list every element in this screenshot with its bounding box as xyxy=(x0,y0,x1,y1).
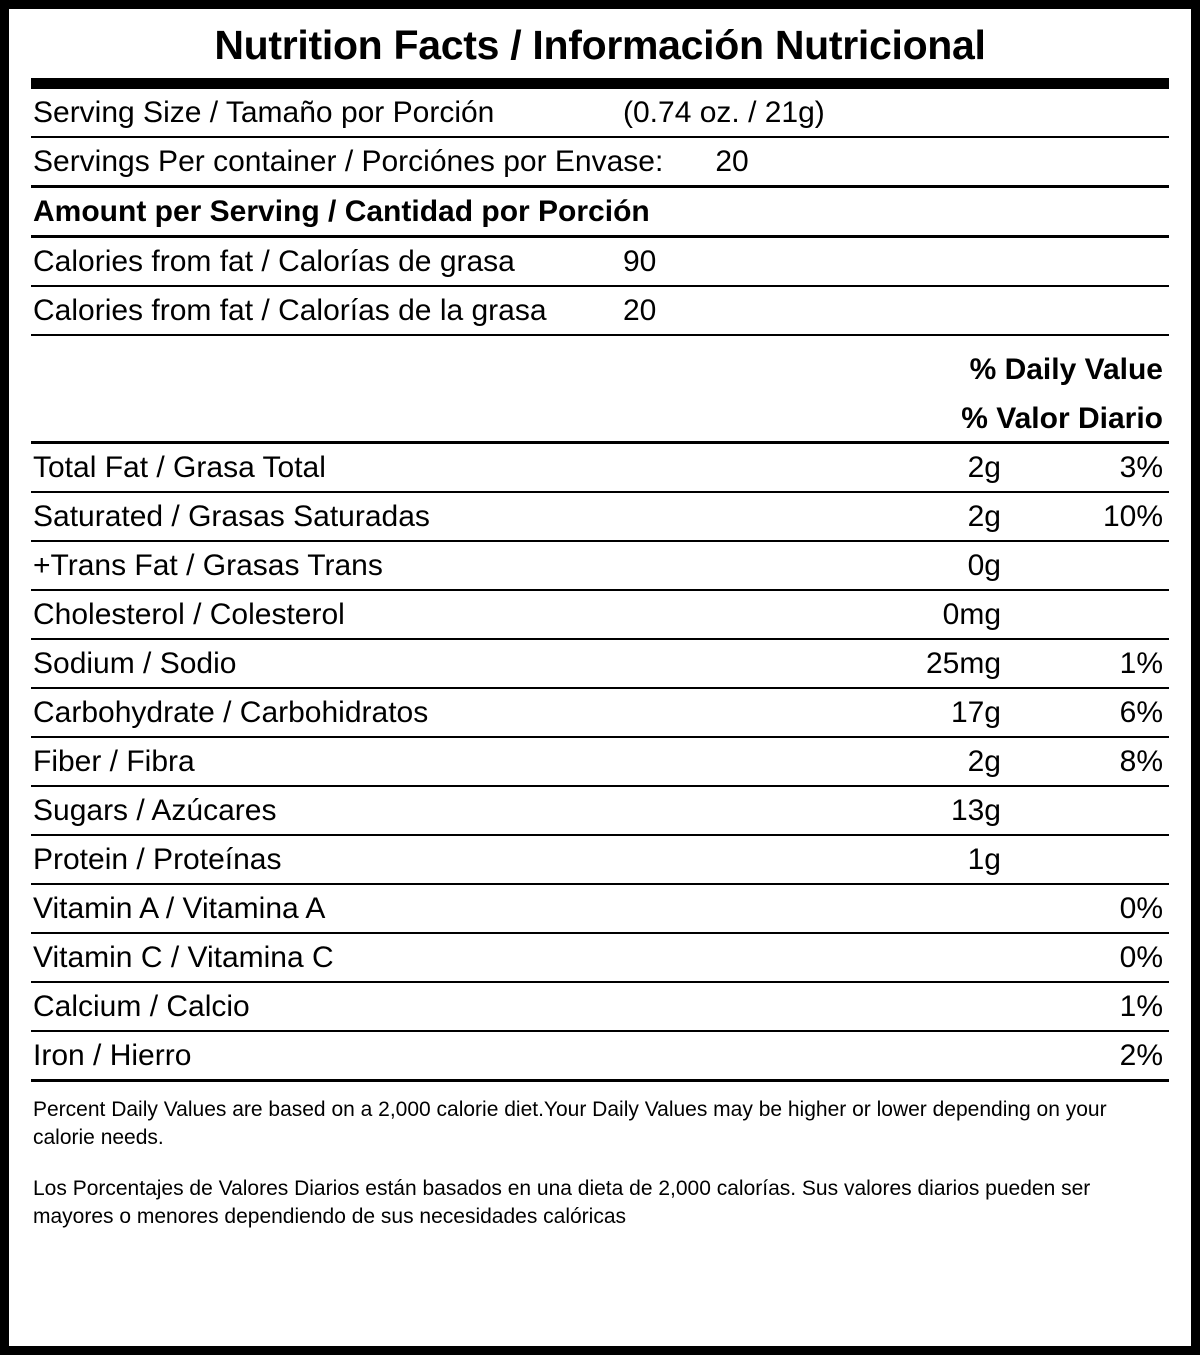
calories-row-2-label: Calories from fat / Calorías de la grasa xyxy=(33,294,547,328)
nutrient-label: Protein / Proteínas xyxy=(33,843,282,877)
nutrient-label: Iron / Hierro xyxy=(33,1039,192,1073)
nutrient-dv: 2% xyxy=(1119,1039,1163,1073)
nutrient-amount: 2g xyxy=(967,500,1001,534)
serving-size-label: Serving Size / Tamaño por Porción xyxy=(33,96,495,130)
daily-value-header-line1: % Daily Value xyxy=(969,353,1163,387)
nutrient-row xyxy=(31,640,1169,687)
nutrient-dv: 3% xyxy=(1119,451,1163,485)
nutrient-label: Sugars / Azúcares xyxy=(33,794,277,828)
nutrient-label: Saturated / Grasas Saturadas xyxy=(33,500,430,534)
divider-thick-top xyxy=(31,78,1169,89)
nutrient-label: Fiber / Fibra xyxy=(33,745,195,779)
nutrient-row xyxy=(31,444,1169,491)
nutrient-dv: 10% xyxy=(1102,500,1163,534)
nutrient-row xyxy=(31,689,1169,736)
nutrient-amount: 0g xyxy=(967,549,1001,583)
nutrient-dv: 0% xyxy=(1119,892,1163,926)
nutrient-label: Total Fat / Grasa Total xyxy=(33,451,326,485)
nutrient-row xyxy=(31,934,1169,981)
nutrient-label: Sodium / Sodio xyxy=(33,647,237,681)
page-title: Nutrition Facts / Información Nutricional xyxy=(214,22,986,68)
nutrient-amount: 0mg xyxy=(942,598,1001,632)
nutrient-amount: 2g xyxy=(967,745,1001,779)
nutrient-amount: 1g xyxy=(967,843,1001,877)
nutrient-dv: 0% xyxy=(1119,941,1163,975)
nutrient-row xyxy=(31,787,1169,834)
nutrient-label: Calcium / Calcio xyxy=(33,990,250,1024)
nutrient-row xyxy=(31,591,1169,638)
nutrient-amount: 25mg xyxy=(925,647,1001,681)
amount-per-serving-heading: Amount per Serving / Cantidad por Porción xyxy=(33,195,650,229)
amount-per-serving-heading-row xyxy=(31,188,1169,235)
nutrient-dv: 1% xyxy=(1119,990,1163,1024)
footnote-spanish: Los Porcentajes de Valores Diarios están basados en una dieta de 2,000 calorías. Sus valores diarios pueden ser mayores o menores dependiendo de sus necesidades calóricas xyxy=(33,1176,1091,1229)
nutrient-label: +Trans Fat / Grasas Trans xyxy=(33,549,383,583)
calories-row-1-value: 90 xyxy=(623,245,657,279)
nutrient-dv: 6% xyxy=(1119,696,1163,730)
daily-value-header xyxy=(31,336,1169,441)
calories-row-1-label: Calories from fat / Calorías de grasa xyxy=(33,245,515,279)
nutrient-label: Cholesterol / Colesterol xyxy=(33,598,345,632)
nutrient-row xyxy=(31,1032,1169,1079)
calories-row-1 xyxy=(31,238,1169,285)
calories-row-2-value: 20 xyxy=(623,294,657,328)
nutrient-label: Carbohydrate / Carbohidratos xyxy=(33,696,429,730)
nutrient-row xyxy=(31,983,1169,1030)
nutrient-amount: 2g xyxy=(967,451,1001,485)
daily-value-header-line2: % Valor Diario xyxy=(961,401,1163,435)
footnote-english: Percent Daily Values are based on a 2,000 calorie diet.Your Daily Values may be higher or lower depending on your calorie needs. xyxy=(33,1098,1107,1150)
nutrient-dv: 1% xyxy=(1119,647,1163,681)
nutrient-dv: 8% xyxy=(1119,745,1163,779)
nutrient-amount: 13g xyxy=(950,794,1001,828)
servings-per-container-value: 20 xyxy=(715,145,749,179)
servings-per-container-label: Servings Per container / Porciónes por Envase: xyxy=(33,145,664,179)
nutrient-amount: 17g xyxy=(950,696,1001,730)
nutrient-row xyxy=(31,836,1169,883)
nutrient-row xyxy=(31,542,1169,589)
serving-size-row xyxy=(31,89,1169,136)
nutrient-row xyxy=(31,493,1169,540)
servings-per-container-row xyxy=(31,138,1169,185)
nutrient-label: Vitamin A / Vitamina A xyxy=(33,892,326,926)
calories-row-2 xyxy=(31,287,1169,334)
nutrient-row xyxy=(31,885,1169,932)
nutrient-label: Vitamin C / Vitamina C xyxy=(33,941,334,975)
serving-size-value: (0.74 oz. / 21g) xyxy=(623,96,825,130)
nutrient-row xyxy=(31,738,1169,785)
